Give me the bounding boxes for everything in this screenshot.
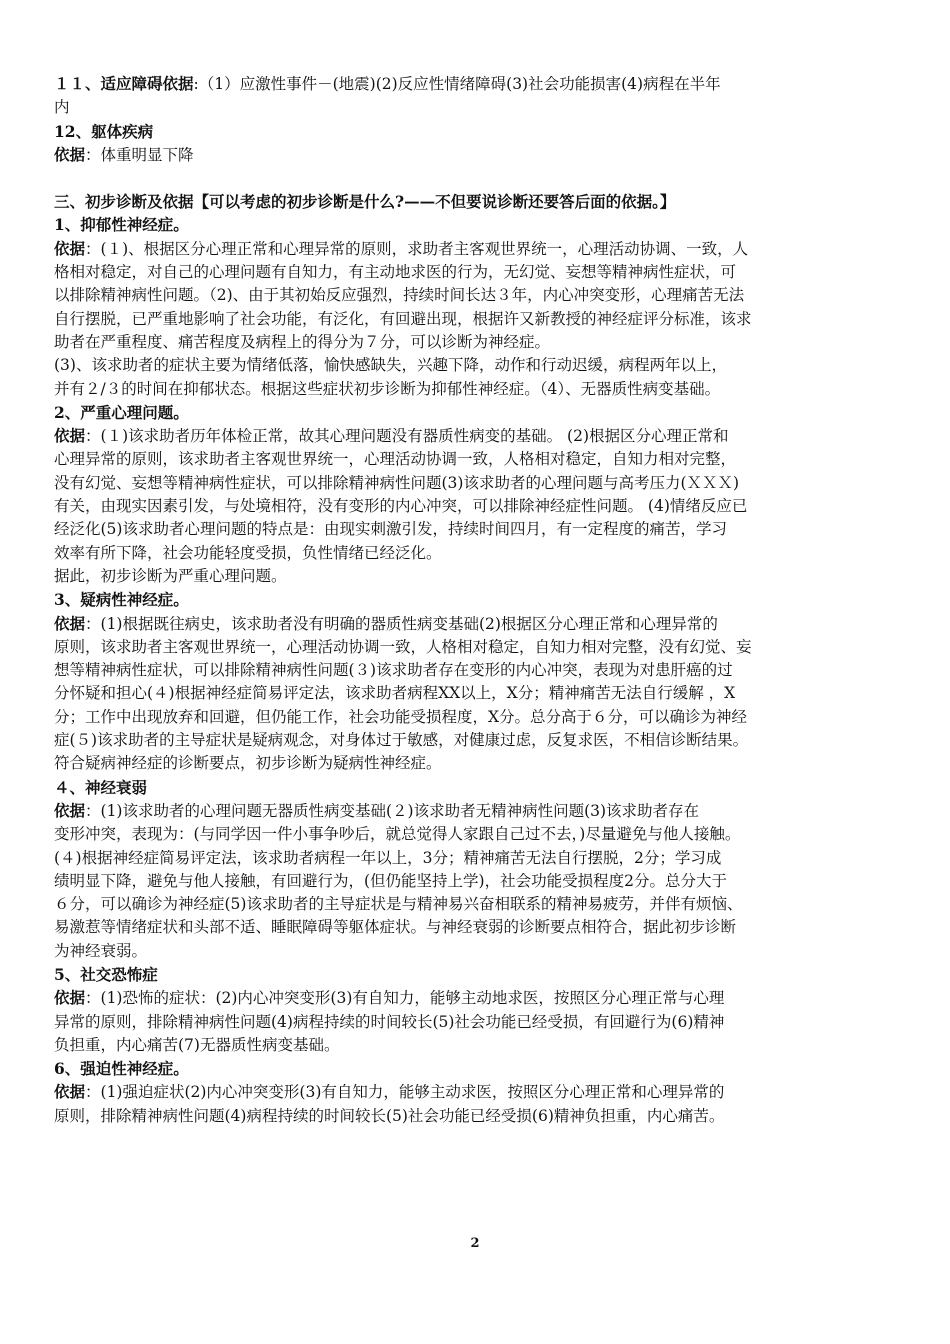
depressive-neurosis-line-2: 格相对稳定，对自己的心理问题有自知力，有主动地求医的行为，无幻觉、妄想等精神病性症状，可 — [54, 263, 737, 282]
neurasthenia-line-6: 易激惹等情绪症状和头部不适、睡眠障碍等躯体症状。与神经衰弱的诊断要点相符合，据此初步诊断 — [54, 918, 737, 937]
social-phobia-line-3: 负担重，内心痛苦(7)无器质性病变基础。 — [54, 1035, 340, 1054]
document-page — [54, 72, 900, 1128]
social-phobia-title: 5、社交恐怖症 — [54, 964, 158, 984]
basis-label: 依据 — [54, 144, 86, 164]
hypochondria-text: ：(1)根据既往病史，该求助者没有明确的器质性病变基础(2)根据区分心理正常和心理异常的 — [85, 614, 718, 633]
social-phobia-text: ：(1)恐怖的症状：(2)内心冲突变形(3)有自知力，能够主动地求医，按照区分心理正常与心理 — [85, 989, 725, 1008]
depressive-neurosis-title: 1、抑郁性神经症。 — [54, 215, 189, 235]
neurasthenia-line-7: 为神经衰弱。 — [54, 941, 148, 960]
somatic-disease-title: 12、躯体疾病 — [54, 121, 154, 141]
page-number: 2 — [470, 1236, 480, 1251]
basis-label: 依据 — [54, 988, 86, 1008]
serious-psych-problem-line-2: 心理异常的原则，该求助者主客观世界统一，心理活动协调一致，人格相对稳定，自知力相对完整， — [54, 450, 737, 469]
social-phobia-line-2: 异常的原则，排除精神病性问题(4)病程持续的时间较长(5)社会功能已经受损，有回避行为(6)精神 — [54, 1012, 725, 1031]
serious-psych-problem-line-5: 经泛化(5)该求助者心理问题的特点是：由现实刺激引发，持续时间四月，有一定程度的痛苦，学习 — [54, 520, 727, 539]
ocd-line-2: 原则，排除精神病性问题(4)病程持续的时间较长(5)社会功能已经受损(6)精神负担重，内心痛苦。 — [54, 1106, 725, 1125]
depressive-neurosis-text: ：(１)、根据区分心理正常和心理异常的原则，求助者主客观世界统一，心理活动协调、一致，人 — [85, 239, 749, 258]
ocd-text: ：(1)强迫症状(2)内心冲突变形(3)有自知力，能够主动求医，按照区分心理正常和心理异常的 — [85, 1083, 725, 1102]
depressive-neurosis-line-3: 以排除精神病性问题。（2)、由于其初始反应强烈，持续时间长达３年，内心冲突变形，心理痛苦无法 — [54, 286, 745, 305]
depressive-neurosis-line-7: 并有２/３的时间在抑郁状态。根据这些症状初步诊断为抑郁性神经症。（4）、无器质性病变基础。 — [54, 379, 721, 398]
hypochondria-title: 3、疑病性神经症。 — [54, 590, 189, 610]
hypochondria-line-4: 分怀疑和担心(４)根据神经症简易评定法，该求助者病程XX以上，X分；精神痛苦无法自行缓解 ，X — [54, 684, 736, 703]
ocd-title: 6、强迫性神经症。 — [54, 1059, 189, 1079]
serious-psych-problem-line-4: 有关，由现实因素引发，与处境相符，没有变形的内心冲突，可以排除神经症性问题。 (4)情绪反应已 — [54, 497, 748, 516]
basis-label: 依据 — [54, 800, 86, 820]
depressive-neurosis-line-6: (3)、该求助者的症状主要为情绪低落，愉快感缺失，兴趣下降，动作和行动迟缓，病程两年以上， — [54, 356, 727, 375]
somatic-disease-basis — [54, 143, 900, 167]
adjustment-disorder-paragraph — [54, 72, 900, 96]
social-phobia-line-1 — [54, 986, 900, 1010]
basis-label: 依据 — [54, 238, 86, 258]
serious-psych-problem-text: ：(１)该求助者历年体检正常，故其心理问题没有器质性病变的基础。 (2)根据区分心理正常和 — [85, 427, 729, 446]
depressive-neurosis-line-5: 助者在严重程度、痛苦程度及病程上的得分为７分，可以诊断为神经症。 — [54, 332, 551, 351]
hypochondria-line-5: 分；工作中出现放弃和回避，但仍能工作，社会功能受损程度，X分。总分高于６分，可以确诊为神经 — [54, 707, 748, 726]
ocd-line-1 — [54, 1080, 900, 1104]
neurasthenia-title: ４、神经衰弱 — [54, 777, 148, 797]
section-spacer — [54, 167, 900, 190]
serious-psych-problem-line-3: 没有幻觉、妄想等精神病性症状，可以排除精神病性问题(3)该求助者的心理问题与高考压力(ＸＸＸ) — [54, 473, 740, 492]
adjustment-disorder-text: :（1）应激性事件－(地震)(2)反应性情绪障碍(3)社会功能损害(4)病程在半年 — [193, 75, 721, 93]
serious-psych-problem-line-1 — [54, 424, 900, 448]
adjustment-disorder-text-cont: 内 — [54, 98, 70, 117]
neurasthenia-text: ：(1)该求助者的心理问题无器质性病变基础(２)该求助者无精神病性问题(3)该求助者存在 — [85, 801, 700, 820]
basis-label: 依据 — [54, 426, 86, 446]
hypochondria-line-1 — [54, 612, 900, 636]
hypochondria-line-2: 原则，该求助者主客观世界统一，心理活动协调一致，人格相对稳定，自知力相对完整，没有幻觉、妄 — [54, 637, 752, 656]
serious-psych-problem-title: 2、严重心理问题。 — [54, 402, 189, 422]
hypochondria-line-3: 想等精神病性症状，可以排除精神病性问题(３)该求助者存在变形的内心冲突，表现为对患肝癌的过 — [54, 661, 733, 680]
basis-label: 依据 — [54, 613, 86, 633]
somatic-disease-text: ：体重明显下降 — [85, 145, 194, 164]
neurasthenia-line-3: (４)根据神经症简易评定法，该求助者病程一年以上，3分；精神痛苦无法自行摆脱，2分；学习成 — [54, 848, 722, 867]
depressive-neurosis-line-4: 自行摆脱，已严重地影响了社会功能，有泛化，有回避出现，根据许又新教授的神经症评分标准，该求 — [54, 309, 752, 328]
neurasthenia-line-2: 变形冲突，表现为：(与同学因一件小事争吵后，就总觉得人家跟自己过不去，)尽量避免与他人接触。 — [54, 825, 741, 844]
depressive-neurosis-line-1 — [54, 237, 900, 261]
neurasthenia-line-5: ６分，可以确诊为神经症(5)该求助者的主导症状是与精神易兴奋相联系的精神易疲劳，并伴有烦恼、 — [54, 895, 743, 914]
neurasthenia-line-4: 绩明显下降，避免与他人接触，有回避行为，(但仍能坚持上学)，社会功能受损程度2分。总分大于 — [54, 871, 727, 890]
neurasthenia-line-1 — [54, 799, 900, 823]
part3-heading: 三、初步诊断及依据【可以考虑的初步诊断是什么?——不但要说诊断还要答后面的依据。】 — [54, 192, 676, 212]
hypochondria-line-7: 符合疑病神经症的诊断要点，初步诊断为疑病性神经症。 — [54, 754, 442, 773]
serious-psych-problem-line-7: 据此，初步诊断为严重心理问题。 — [54, 566, 287, 585]
basis-label: 依据 — [54, 1082, 86, 1102]
serious-psych-problem-line-6: 效率有所下降，社会功能轻度受损，负性情绪已经泛化。 — [54, 543, 442, 562]
hypochondria-line-6: 症(５)该求助者的主导症状是疑病观念，对身体过于敏感，对健康过虑，反复求医，不相信诊断结果。 — [54, 731, 749, 750]
adjustment-disorder-title: １１、适应障碍依据 — [54, 74, 194, 93]
